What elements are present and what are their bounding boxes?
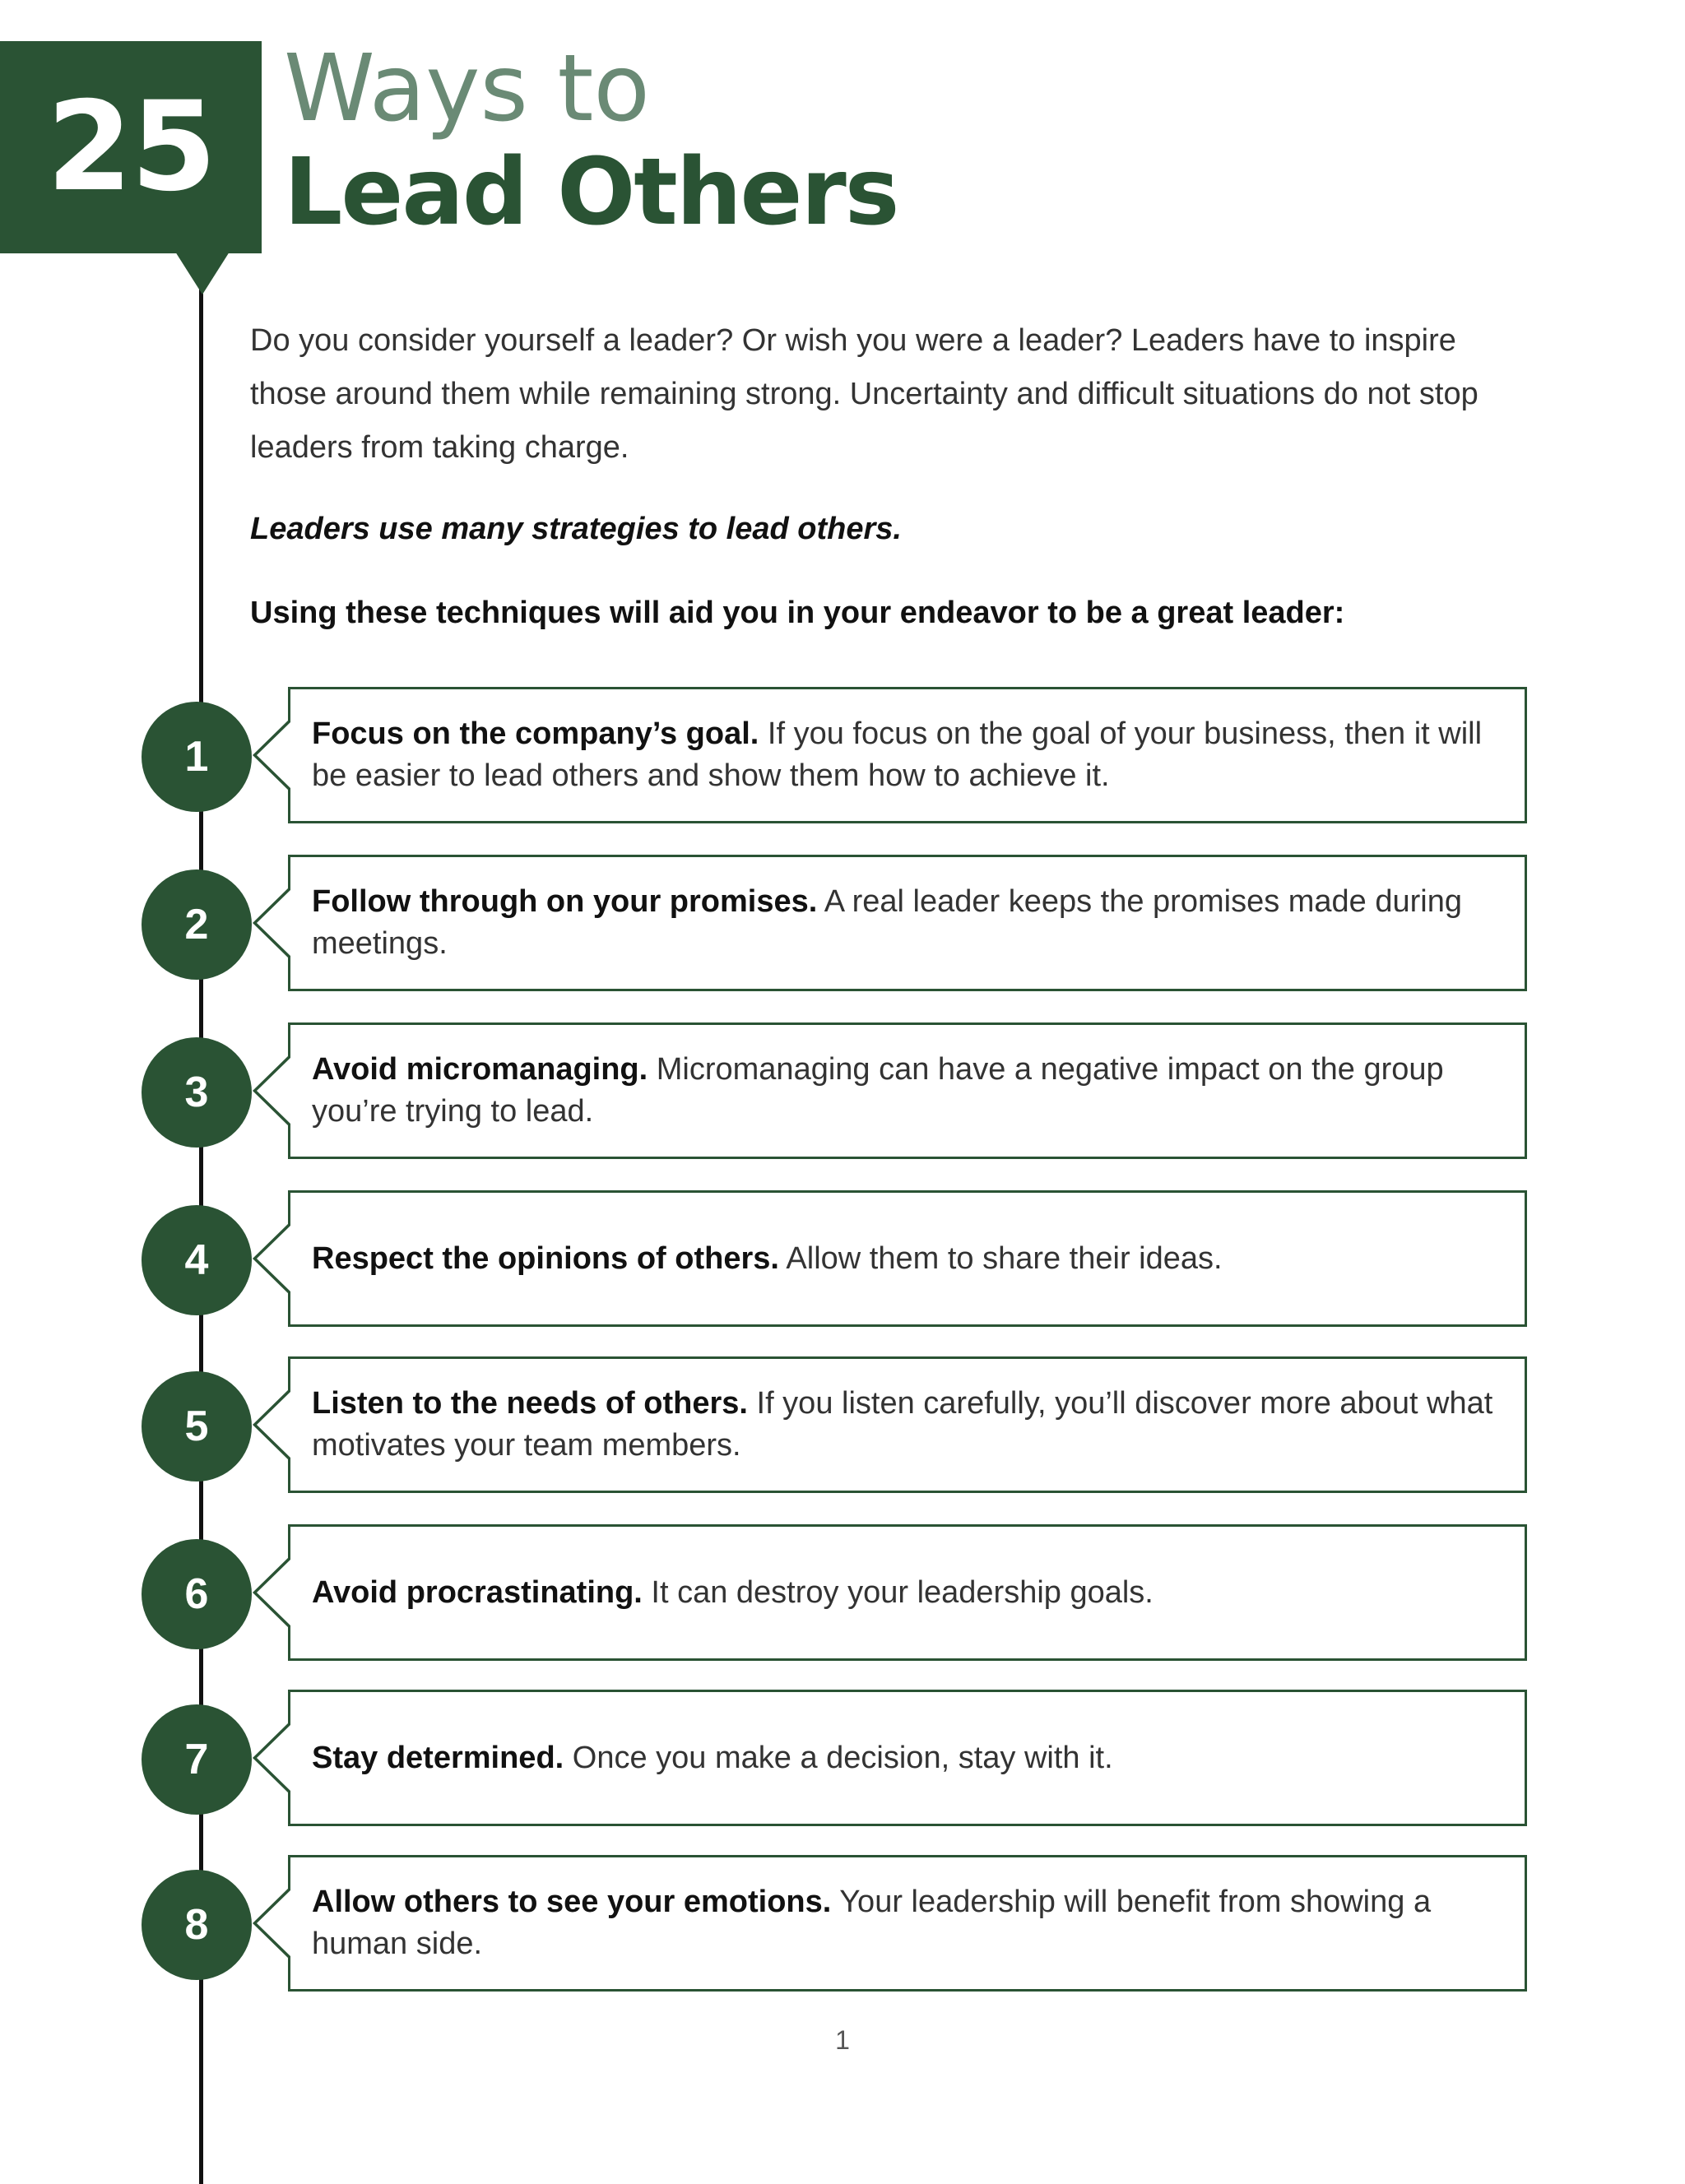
item-body: Micromanaging can have a negative impact on the group you’re trying to lead. [312,1052,1444,1129]
item-number-circle: 6 [142,1539,252,1649]
item-lead: Stay determined. [312,1740,564,1775]
item-lead: Avoid procrastinating. [312,1574,643,1610]
list-item [140,855,1530,995]
badge-pointer [175,252,230,294]
list-item [140,1855,1530,1995]
intro-bold-line: Using these techniques will aid you in your endeavor to be a great leader: [250,596,1345,630]
item-number-circle: 8 [142,1870,252,1980]
item-body: If you focus on the goal of your business, then it will be easier to lead others and show them how to achieve it. [312,716,1483,793]
item-body: If you listen carefully, you’ll discover more about what motivates your team members. [312,1386,1493,1463]
item-text [312,1383,1497,1467]
item-box [288,1855,1527,1992]
item-number-circle: 4 [142,1205,252,1315]
number-badge [0,41,262,253]
item-box [288,687,1527,823]
item-box [288,1022,1527,1159]
list-item [140,1190,1530,1330]
item-text [312,1572,1154,1614]
item-number-circle: 3 [142,1037,252,1148]
item-lead: Allow others to see your emotions. [312,1885,832,1919]
item-text [312,881,1497,965]
item-box [288,1190,1527,1327]
intro-italic-line: Leaders use many strategies to lead others. [250,512,902,546]
item-number-circle: 7 [142,1704,252,1815]
item-body: Allow them to share their ideas. [778,1240,1223,1276]
item-body: Once you make a decision, stay with it. [564,1740,1113,1775]
badge-number: 25 [46,76,216,219]
item-body: A real leader keeps the promises made during meetings. [312,884,1463,961]
item-box [288,1524,1527,1661]
item-lead: Listen to the needs of others. [312,1386,748,1421]
item-lead: Follow through on your promises. [312,884,818,919]
title-line-2: Lead Others [284,139,898,246]
item-lead: Avoid micromanaging. [312,1052,648,1087]
intro-paragraph: Do you consider yourself a leader? Or wish you were a leader? Leaders have to inspire those around them while remaining strong. Uncertainty and difficult situations do not stop leaders from taking charge. [250,323,1478,465]
list-item [140,687,1530,827]
item-body: It can destroy your leadership goals. [642,1574,1154,1610]
page-number: 1 [835,2025,850,2055]
title-line-1: Ways to [284,35,650,142]
item-number-circle: 1 [142,702,252,812]
item-lead: Focus on the company’s goal. [312,716,759,751]
item-number-circle: 2 [142,869,252,980]
item-text [312,1049,1497,1133]
list-item [140,1690,1530,1829]
list-item [140,1524,1530,1664]
item-body: Your leadership will benefit from showing a human side. [312,1885,1432,1961]
item-number-circle: 5 [142,1371,252,1482]
item-text [312,1238,1223,1280]
item-box [288,855,1527,991]
item-box [288,1690,1527,1826]
item-box [288,1356,1527,1493]
list-item [140,1022,1530,1162]
list-item [140,1356,1530,1496]
item-text [312,1737,1113,1779]
item-text [312,713,1497,797]
item-lead: Respect the opinions of others. [312,1240,779,1276]
item-text [312,1881,1497,1965]
